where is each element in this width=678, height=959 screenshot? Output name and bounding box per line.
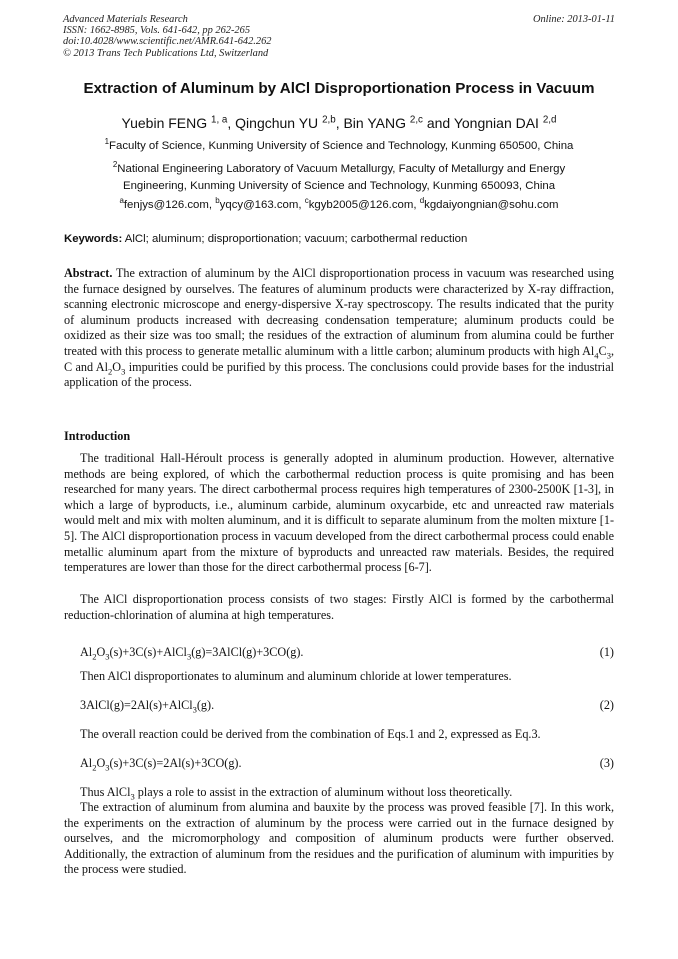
abstract bbox=[64, 266, 614, 391]
author-name: Yongnian DAI bbox=[453, 115, 539, 131]
abstract-text: The extraction of aluminum by the AlCl disproportionation process in vacuum was researched using the furnace designed by ourselves. The features of aluminum products were characterized by X-ray diffraction, scanning electronic microscope and energy-dispersive X-ray spectroscopy. The results indicated that the purity of aluminum products increased with decreasing condensation temperature; aluminum products could be oxidized as their size was too small; the residues of the extraction of aluminum from alumina could be further treated with this process to generate metallic aluminum with a little carbon; aluminum products with high Al bbox=[64, 266, 615, 358]
journal-name: Advanced Materials Research bbox=[63, 14, 188, 25]
text-line: Then AlCl disproportionates to aluminum and aluminum chloride at lower temperatures. bbox=[80, 669, 512, 683]
equation-3 bbox=[80, 756, 614, 771]
issn-line: ISSN: 1662-8985, Vols. 641-642, pp 262-265 bbox=[63, 25, 251, 37]
online-date: Online: 2013-01-11 bbox=[532, 14, 615, 25]
equation-body: $Al_2O_3(s)+3C(s)=2Al(s)+3CO(g)$. bbox=[80, 756, 242, 773]
section-heading-introduction: Introduction bbox=[64, 429, 131, 443]
affiliation-2 bbox=[0, 161, 678, 195]
doi-line: doi:10.4028/www.scientific.net/AMR.641-642.262 bbox=[63, 36, 272, 48]
author-affiliation-mark: 2,b bbox=[322, 114, 336, 126]
equation-number: (3) bbox=[599, 756, 614, 770]
email-mark: c bbox=[304, 196, 309, 206]
abstract-label: Abstract. bbox=[64, 266, 113, 280]
subscript: 4 bbox=[594, 350, 599, 361]
email-link[interactable]: yqcy@163.com bbox=[219, 199, 299, 211]
equation-2 bbox=[80, 698, 614, 713]
abstract-text: impurities could be purified by this process. The conclusions could provide bases for the industrial application of the process. bbox=[64, 359, 614, 390]
affiliation-mark: 1 bbox=[104, 137, 110, 147]
copyright-line: © 2013 Trans Tech Publications Ltd, Switzerland bbox=[63, 47, 269, 59]
email-list: $^a$fenjys@126.com, $^b$yqcy@163.com, $^c$kgyb2005@126.com, $^d$kgdaiyongnian@sohu.com bbox=[119, 196, 559, 211]
equation-body: $Al_2O_3(s)+3C(s)+AlCl_3(g)=3AlCl(g)+3CO(g)$. bbox=[80, 645, 304, 662]
author-affiliation-mark: 1, a bbox=[211, 114, 228, 126]
author-list: Yuebin FENG $^{1, a}$, Qingchun YU $^{2,b}$, Bin YANG $^{2,c}$ and Yongnian DAI $^{2,d}$ bbox=[121, 114, 557, 131]
email-mark: a bbox=[119, 196, 124, 206]
keywords-text: AlCl; aluminum; disproportionation; vacuum; carbothermal reduction bbox=[124, 233, 468, 245]
equation-body: 3AlCl(g)=2Al(s)+AlCl$_3$(g). bbox=[80, 698, 215, 715]
equation-1 bbox=[80, 645, 614, 660]
intro-paragraph-2: The AlCl disproportionation process consists of two stages: Firstly AlCl is formed by the carbothermal reduction-chlorination of alumina at high temperatures. bbox=[64, 592, 614, 622]
abstract-text: O bbox=[112, 359, 122, 374]
email-mark: b bbox=[215, 196, 220, 206]
equation-number: (1) bbox=[599, 645, 614, 659]
text-line: The overall reaction could be derived from the combination of Eqs.1 and 2, expressed as Eq.3. bbox=[80, 727, 541, 741]
affiliation-mark: 2 bbox=[112, 160, 118, 170]
paper-title: Extraction of Aluminum by AlCl Disproportionation Process in Vacuum bbox=[83, 80, 595, 97]
intro-paragraph-1: The traditional Hall-Héroult process is generally adopted in aluminum production. However, alternative methods are being explored, of which the carbothermal reduction process is quite promising and has been researched for many years. The direct carbothermal process requires high temperatures of 2300-2500K [1-3], in which a large of byproducts, i.e., aluminum carbide, aluminum oxycarbide, etc and unreacted raw materials would melt and mix with molten aluminum, and it is difficult to separate aluminum from the molten mixture [1-5]. The AlCl disproportionation process in vacuum developed from the direct carbothermal process could enable metallic aluminum apart from the mixture of byproducts and unreacted raw materials. Besides, the required temperatures are lower than those for the direct carbothermal process [6-7]. bbox=[64, 451, 614, 575]
email-link[interactable]: kgdaiyongnian@sohu.com bbox=[424, 199, 559, 211]
keywords bbox=[64, 233, 467, 245]
subscript: 3 bbox=[606, 350, 611, 361]
author-name: Qingchun YU bbox=[235, 115, 319, 131]
email-link[interactable]: kgyb2005@126.com bbox=[308, 199, 414, 211]
affiliation-text: Engineering, Kunming University of Science and Technology, Kunming 650093, China bbox=[122, 180, 556, 192]
keywords-label: Keywords: bbox=[64, 233, 123, 245]
subscript: 2 bbox=[107, 366, 113, 376]
abstract-text: C bbox=[598, 343, 607, 358]
affiliation-text: Faculty of Science, Kunming University of Science and Technology, Kunming 650500, China bbox=[109, 140, 574, 152]
author-affiliation-mark: 2,d bbox=[542, 114, 557, 126]
author-affiliation-mark: 2,c bbox=[409, 114, 423, 126]
text-line: Thus AlCl$_3$ plays a role to assist in the extraction of aluminum without loss theoretically. bbox=[80, 785, 513, 802]
affiliation-1 bbox=[0, 138, 678, 155]
email-link[interactable]: fenjys@126.com bbox=[123, 199, 209, 211]
subscript: 3 bbox=[121, 366, 126, 376]
intro-paragraph-3: The extraction of aluminum from alumina and bauxite by the process was proved feasible [7]. In this work, the experiments on the extraction of aluminum by the process were carried out in the furnace designed by ourselves, and the micromorphology and composition of aluminum products were further observed. Additionally, the extraction of aluminum from the residues and the purification of aluminum with impurities by the process were studied. bbox=[64, 800, 614, 877]
equation-number: (2) bbox=[599, 698, 614, 712]
author-name: Yuebin FENG bbox=[121, 115, 208, 131]
abstract-text: , C and Al bbox=[64, 343, 614, 374]
journal-header bbox=[63, 14, 271, 59]
email-mark: d bbox=[419, 196, 425, 206]
affiliation-text: National Engineering Laboratory of Vacuum Metallurgy, Faculty of Metallurgy and Energy bbox=[117, 163, 566, 175]
author-name: Bin YANG bbox=[343, 115, 406, 131]
